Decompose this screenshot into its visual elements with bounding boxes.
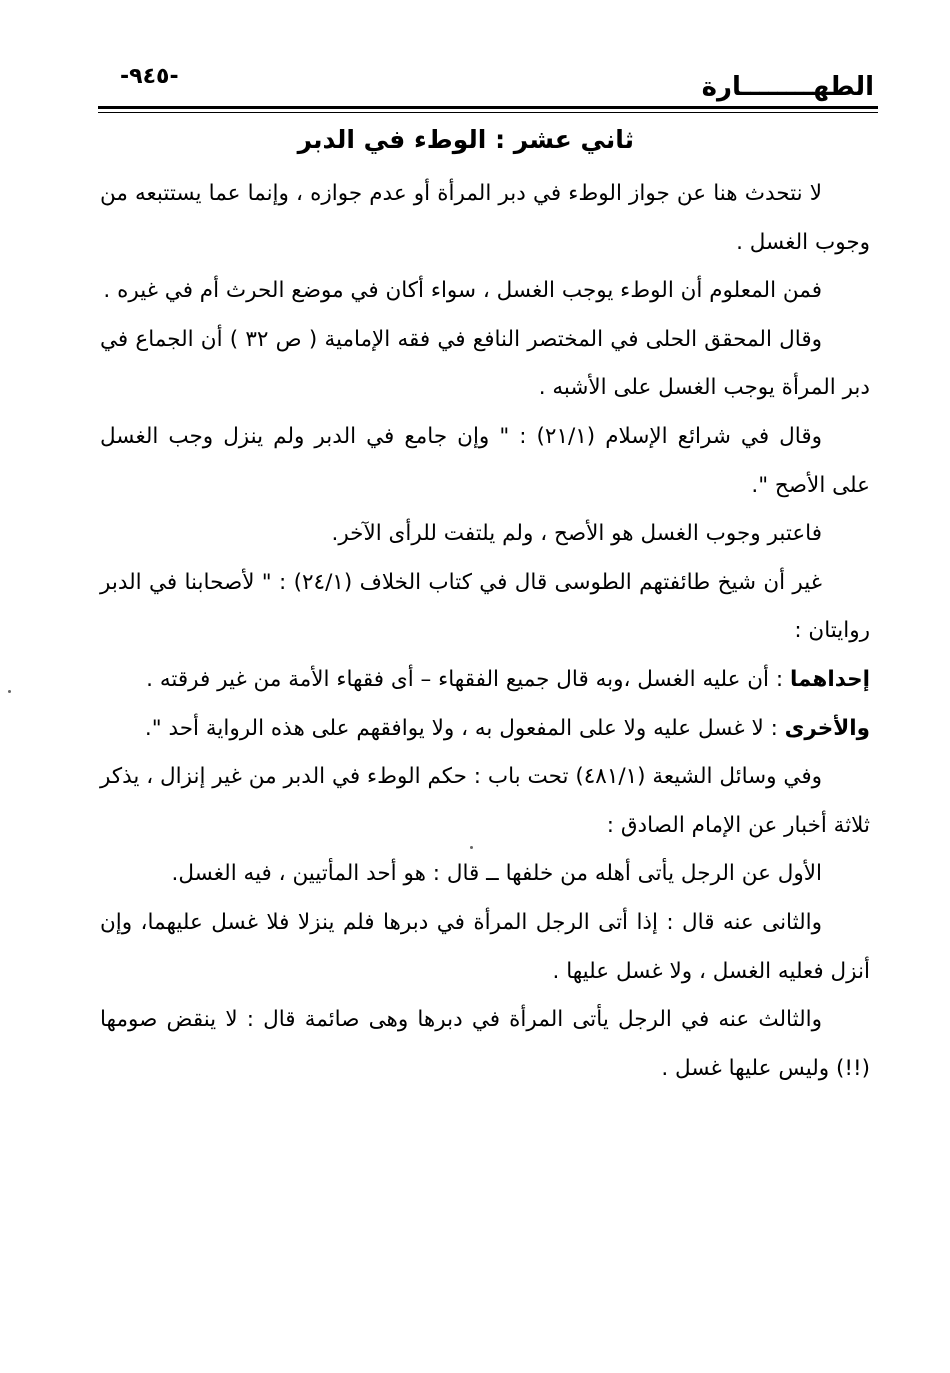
page-number: -٩٤٥-: [120, 64, 179, 89]
paragraph: فاعتبر وجوب الغسل هو الأصح ، ولم يلتفت للرأى الآخر.: [331, 521, 822, 547]
paragraph: وقال في شرائع الإسلام (٢١/١) : " وإن جامع في الدبر ولم ينزل وجب الغسل على الأصح ".: [100, 423, 870, 498]
paragraph: فمن المعلوم أن الوطء يوجب الغسل ، سواء أكان في موضع الحرث أم في غيره .: [103, 278, 822, 304]
paragraph: لا نتحدث هنا عن جواز الوطء في دبر المرأة أو عدم جوازه ، وإنما عما يستتبعه من وجوب الغسل .: [100, 181, 870, 255]
paragraph: الأول عن الرجل يأتى أهله من خلفها ــ قال : هو أحد المأتيين ، فيه الغسل.: [171, 861, 822, 887]
paragraph: وقال المحقق الحلى في المختصر النافع في فقه الإمامية ( ص ٣٢ ) أن الجماع في دبر المرأة يوجب الغسل على الأشبه .: [100, 326, 870, 401]
body-text: [100, 170, 870, 1093]
page-header: [98, 60, 878, 109]
scan-speck: [470, 846, 473, 849]
paragraph-lead: والأخرى: [784, 715, 870, 741]
paragraph: غير أن شيخ طائفتهم الطوسى قال في كتاب الخلاف (٢٤/١) : " لأصحابنا في الدبر روايتان :: [100, 569, 870, 644]
paragraph: إحداهما : أن عليه الغسل ،وبه قال جميع الفقهاء – أى فقهاء الأمة من غير فرقته .: [146, 666, 870, 692]
scan-speck: [8, 690, 11, 693]
running-title: الطهــــــــارة: [701, 72, 874, 102]
section-title: ثاني عشر : الوطء في الدبر: [297, 125, 634, 154]
paragraph: والأخرى : لا غسل عليه ولا على المفعول به ، ولا يوافقهم على هذه الرواية أحد ".: [144, 715, 870, 741]
paragraph: والثانى عنه قال : إذا أتى الرجل المرأة في دبرها فلم ينزلا فلا غسل عليهما، وإن أنزل فعليه الغسل ، ولا غسل عليها .: [100, 909, 870, 984]
paragraph-lead: إحداهما: [789, 666, 870, 692]
paragraph: والثالث عنه في الرجل يأتى المرأة في دبرها وهى صائمة قال : لا ينقض صومها (!!) وليس عليها غسل .: [100, 1007, 870, 1081]
paragraph: وفي وسائل الشيعة (٤٨١/١) تحت باب : حكم الوطء في الدبر من غير إنزال ، يذكر ثلاثة أخبار عن الإمام الصادق :: [100, 764, 870, 838]
